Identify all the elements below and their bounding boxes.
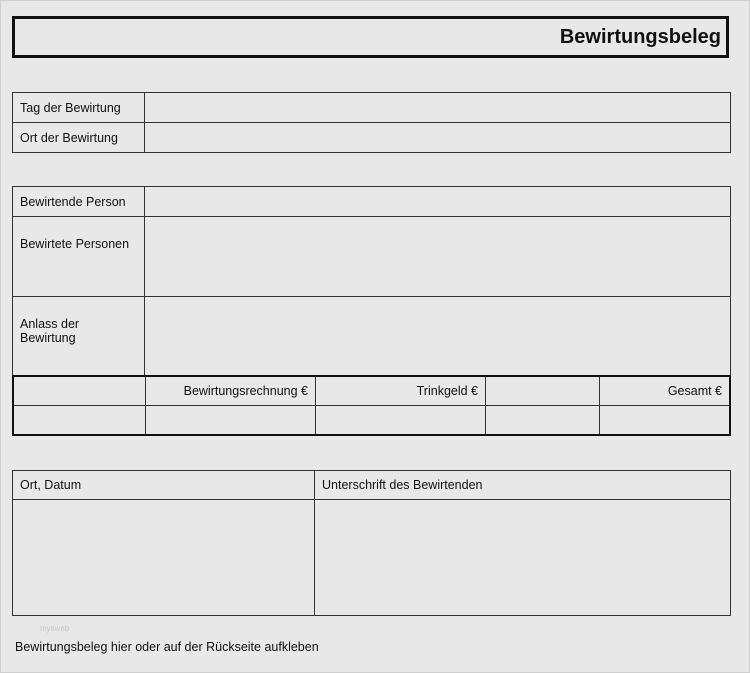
footer-note: Bewirtungsbeleg hier oder auf der Rückseite aufkleben [15, 640, 319, 654]
page-title: Bewirtungsbeleg [559, 25, 721, 48]
total-amount-field[interactable] [600, 406, 731, 436]
signature-field[interactable] [315, 500, 731, 616]
signature-table [12, 470, 731, 616]
tip-amount-field[interactable] [316, 406, 486, 436]
date-field[interactable] [145, 93, 731, 123]
table-row [13, 406, 730, 436]
amount-cell[interactable] [13, 406, 146, 436]
table-row [13, 187, 731, 217]
title-box [12, 16, 729, 58]
location-field[interactable] [145, 123, 731, 153]
amounts-table [12, 375, 731, 436]
watermark: mysweb [40, 624, 70, 633]
guests-field[interactable] [145, 217, 731, 297]
bill-header: Bewirtungsrechnung € [146, 376, 316, 406]
date-label: Tag der Bewirtung [13, 93, 145, 123]
table-row [13, 93, 731, 123]
host-field[interactable] [145, 187, 731, 217]
bill-amount-field[interactable] [146, 406, 316, 436]
place-date-label: Ort, Datum [13, 471, 315, 500]
place-date-field[interactable] [13, 500, 315, 616]
amount-header-empty [13, 376, 146, 406]
signature-label: Unterschrift des Bewirtenden [315, 471, 731, 500]
table-row [13, 297, 731, 377]
event-table [12, 92, 731, 153]
location-label: Ort der Bewirtung [13, 123, 145, 153]
tip-header: Trinkgeld € [316, 376, 486, 406]
table-row [13, 217, 731, 297]
table-row [13, 376, 730, 406]
amount-header-spacer [486, 376, 600, 406]
persons-table [12, 186, 731, 377]
host-label: Bewirtende Person [13, 187, 145, 217]
occasion-label: Anlass der Bewirtung [13, 297, 145, 377]
total-header: Gesamt € [600, 376, 731, 406]
guests-label: Bewirtete Personen [13, 217, 145, 297]
table-row [13, 471, 731, 500]
table-row [13, 500, 731, 616]
table-row [13, 123, 731, 153]
occasion-field[interactable] [145, 297, 731, 377]
amount-cell[interactable] [486, 406, 600, 436]
